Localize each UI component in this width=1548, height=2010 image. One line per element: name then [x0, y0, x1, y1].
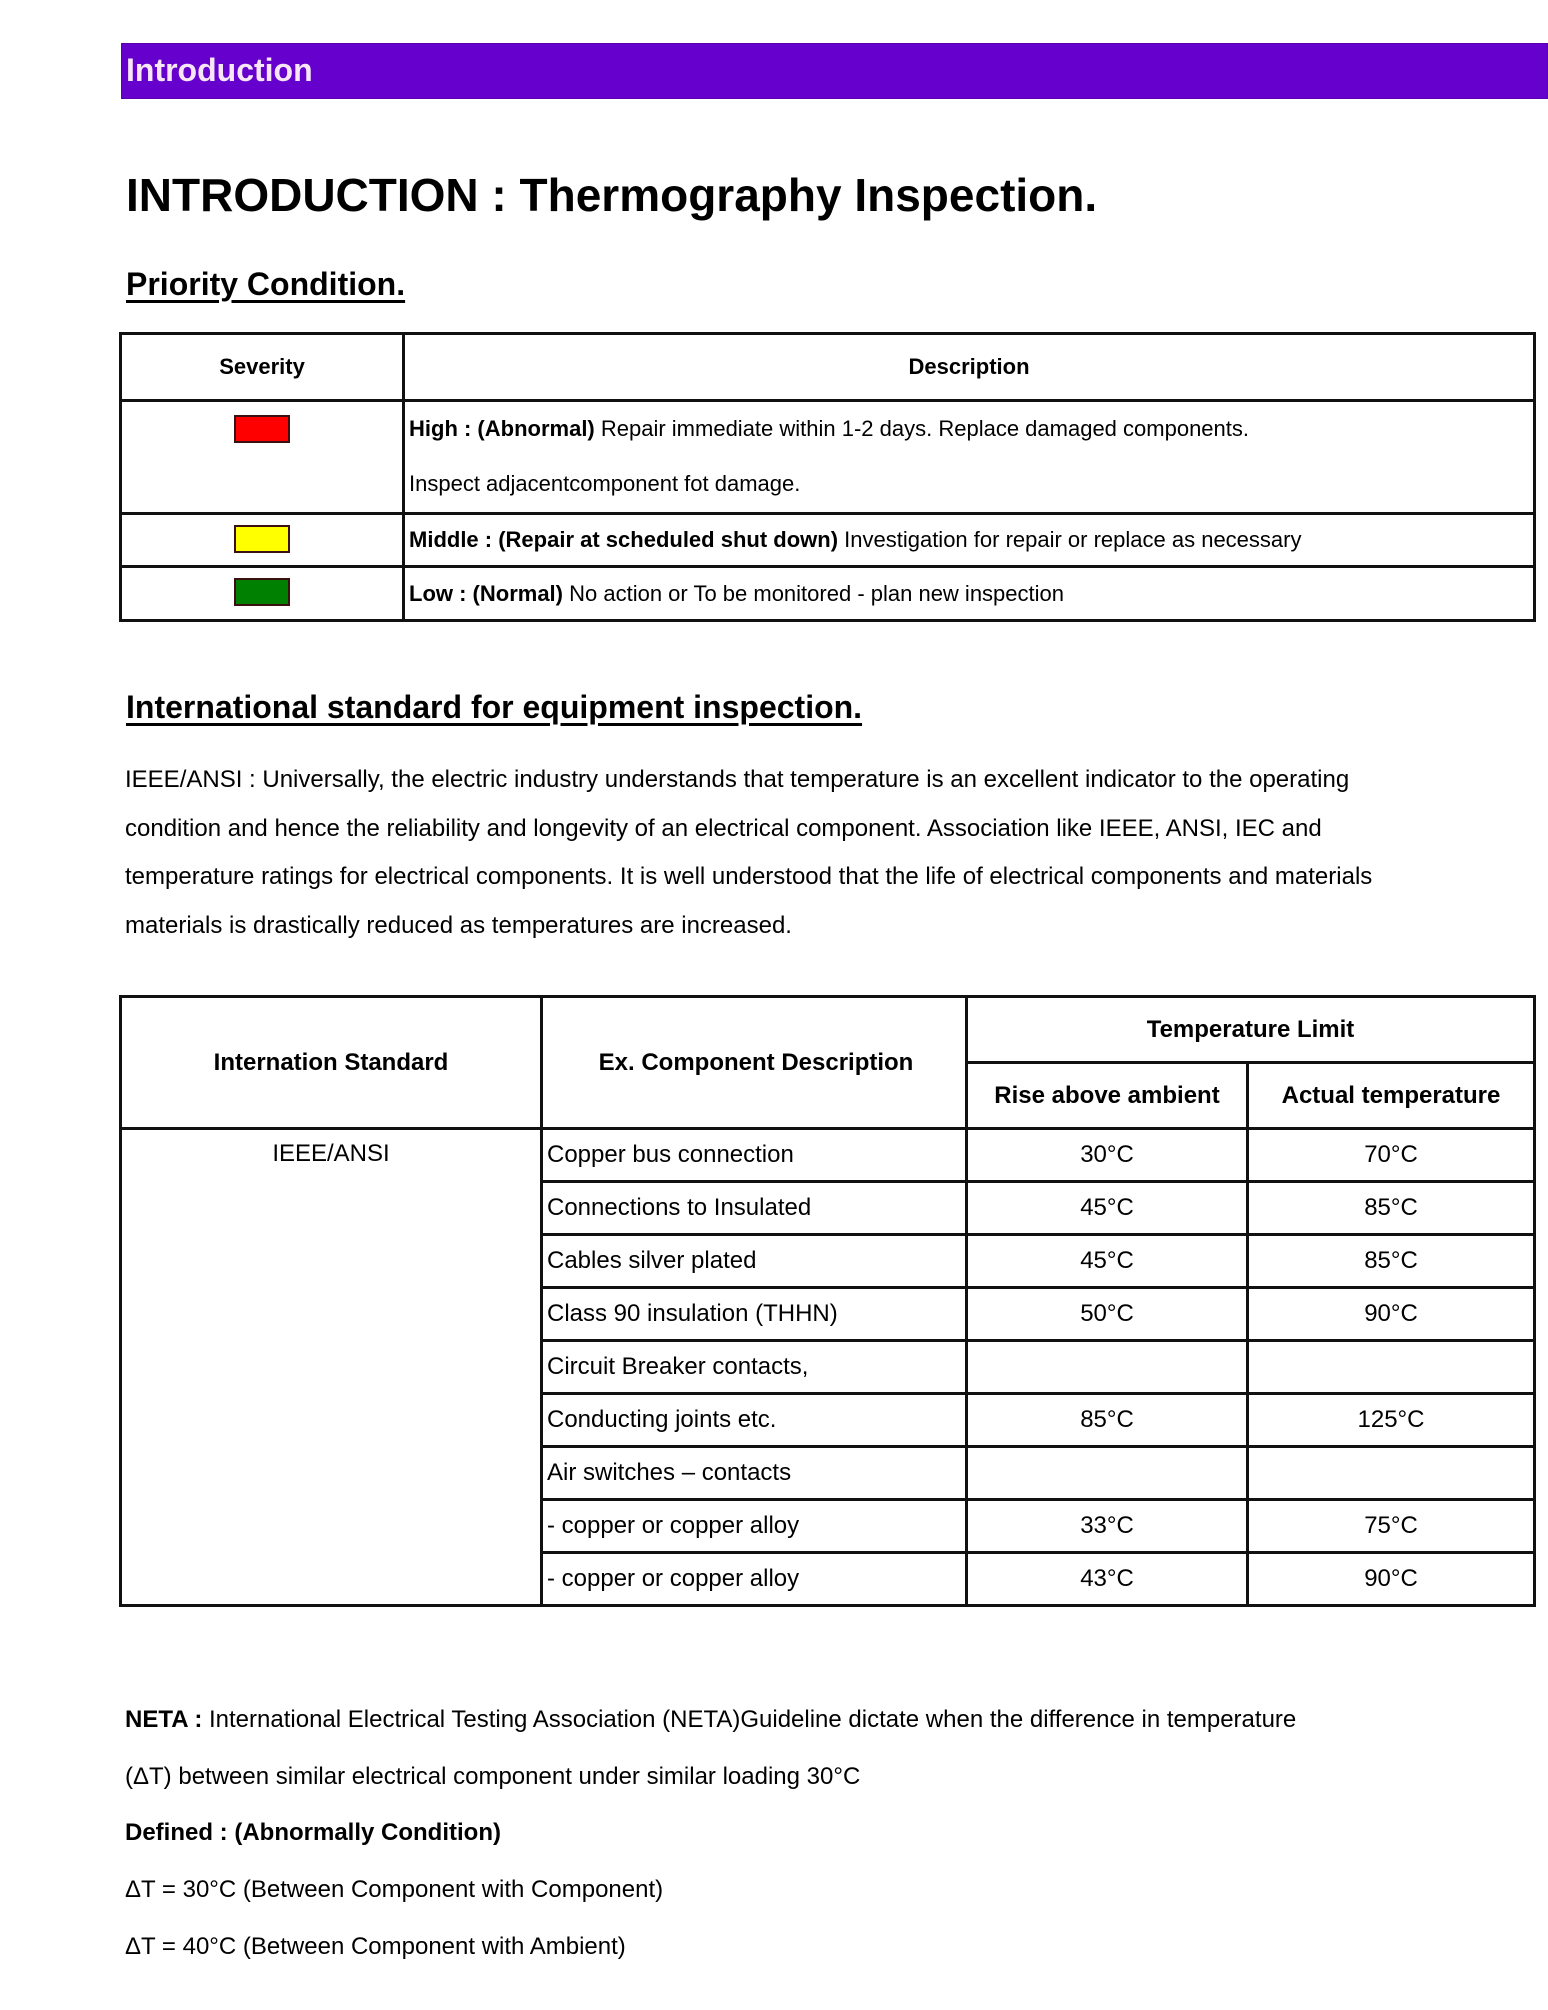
neta-delta-ambient: ΔT = 40°C (Between Component with Ambient) [125, 1932, 626, 1960]
component-cell: Air switches – contacts [542, 1447, 967, 1500]
priority-heading: Priority Condition. [126, 266, 406, 302]
rise-cell [967, 1447, 1248, 1500]
neta-line-1 [125, 1692, 1296, 1749]
component-cell: - copper or copper alloy [542, 1500, 967, 1553]
standards-heading: International standard for equipment inspection. [126, 689, 863, 725]
neta-defined: Defined : (Abnormally Condition) [125, 1819, 501, 1847]
yellow-severity-swatch-icon [234, 525, 290, 553]
severity-label: High : (Abnormal) [409, 416, 595, 441]
component-cell: Copper bus connection [542, 1129, 967, 1182]
actual-cell: 90°C [1248, 1288, 1535, 1341]
paragraph-line: condition and hence the reliability and longevity of an electrical component. Association like IEEE, ANSI, IEC and [125, 814, 1322, 842]
neta-text: International Electrical Testing Association (NETA)Guideline dictate when the difference in temperature [202, 1706, 1297, 1733]
severity-text: No action or To be monitored - plan new inspection [563, 581, 1064, 606]
description-cell [404, 401, 1535, 514]
component-cell: Connections to Insulated [542, 1182, 967, 1235]
priority-row-low [121, 567, 1535, 621]
severity-label: Middle : (Repair at scheduled shut down) [409, 527, 839, 552]
rise-cell: 85°C [967, 1394, 1248, 1447]
page-title: INTRODUCTION : Thermography Inspection. [126, 169, 1098, 221]
severity-text: Repair immediate within 1-2 days. Replace damaged components. [594, 416, 1249, 441]
description-header: Description [404, 334, 1535, 401]
priority-row-middle [121, 514, 1535, 567]
standard-cell: IEEE/ANSI [121, 1129, 542, 1606]
paragraph-line: temperature ratings for electrical components. It is well understood that the life of electrical components and materials [125, 863, 1373, 890]
red-severity-swatch-icon [234, 415, 290, 443]
actual-cell: 90°C [1248, 1553, 1535, 1606]
actual-cell: 70°C [1248, 1129, 1535, 1182]
standards-table [119, 995, 1536, 1607]
actual-cell: 85°C [1248, 1182, 1535, 1235]
severity-text: Investigation for repair or replace as necessary [838, 527, 1302, 552]
actual-cell: 75°C [1248, 1500, 1535, 1553]
neta-line-2: (ΔT) between similar electrical component under similar loading 30°C [125, 1762, 861, 1790]
component-cell: Circuit Breaker contacts, [542, 1341, 967, 1394]
description-cell [404, 514, 1535, 567]
section-header-label: Introduction [126, 52, 313, 88]
rise-cell [967, 1341, 1248, 1394]
priority-row-high [121, 401, 1535, 514]
actual-cell [1248, 1447, 1535, 1500]
section-header-bar [121, 43, 1548, 99]
component-cell: - copper or copper alloy [542, 1553, 967, 1606]
severity-cell [121, 567, 404, 621]
actual-cell: 85°C [1248, 1235, 1535, 1288]
neta-delta-component: ΔT = 30°C (Between Component with Component) [125, 1876, 664, 1904]
rise-cell: 33°C [967, 1500, 1248, 1553]
actual-cell [1248, 1341, 1535, 1394]
green-severity-swatch-icon [234, 578, 290, 606]
standard-header: Internation Standard [121, 997, 542, 1129]
rise-cell: 30°C [967, 1129, 1248, 1182]
actual-cell: 125°C [1248, 1394, 1535, 1447]
rise-cell: 45°C [967, 1182, 1248, 1235]
severity-extra-text: Inspect adjacentcomponent fot damage. [409, 471, 801, 496]
rise-above-ambient-header: Rise above ambient [967, 1063, 1248, 1129]
paragraph-line: IEEE/ANSI : Universally, the electric industry understands that temperature is an excellent indicator to the operating [125, 766, 1350, 793]
severity-label: Low : (Normal) [409, 581, 563, 606]
description-cell [404, 567, 1535, 621]
neta-label: NETA : [125, 1706, 203, 1733]
temperature-limit-header: Temperature Limit [967, 997, 1535, 1063]
priority-table-header [121, 334, 1535, 401]
standards-header-row-1 [121, 997, 1535, 1063]
paragraph-line: materials is drastically reduced as temperatures are increased. [125, 911, 792, 939]
severity-header: Severity [121, 334, 404, 401]
component-cell: Class 90 insulation (THHN) [542, 1288, 967, 1341]
actual-temperature-header: Actual temperature [1248, 1063, 1535, 1129]
component-cell: Conducting joints etc. [542, 1394, 967, 1447]
component-cell: Cables silver plated [542, 1235, 967, 1288]
severity-cell [121, 401, 404, 514]
rise-cell: 50°C [967, 1288, 1248, 1341]
component-header: Ex. Component Description [542, 997, 967, 1129]
severity-cell [121, 514, 404, 567]
standards-paragraph [125, 756, 1545, 950]
table-row [121, 1129, 1535, 1182]
rise-cell: 45°C [967, 1235, 1248, 1288]
rise-cell: 43°C [967, 1553, 1248, 1606]
neta-section [125, 1692, 1296, 1975]
priority-table [119, 332, 1536, 622]
